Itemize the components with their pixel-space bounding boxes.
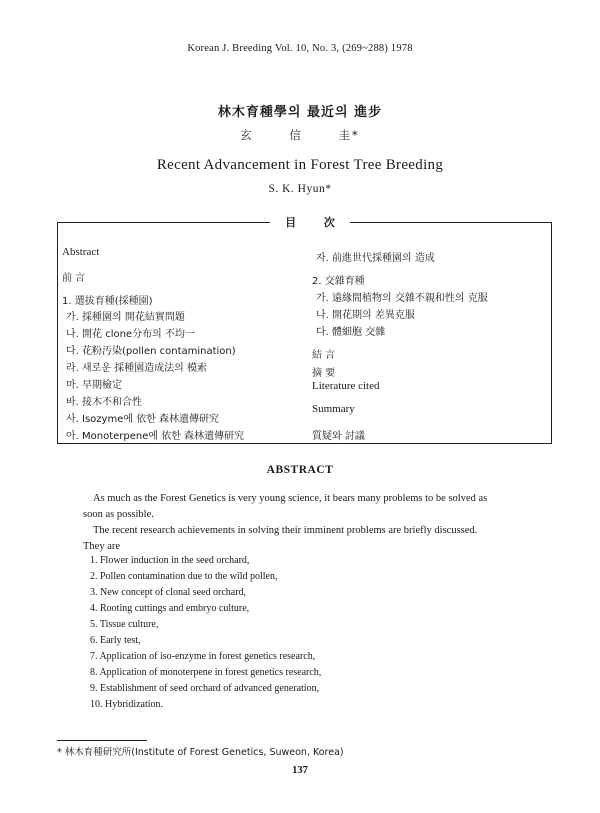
list-item: 10. Hybridization.	[90, 699, 164, 710]
toc-item: 아. Monoterpene에 依한 森林遺傳研究	[66, 431, 245, 442]
toc-item: 사. Isozyme에 依한 森林遺傳研究	[66, 414, 220, 425]
footnote-divider	[57, 740, 147, 741]
author-korean: 玄 信 圭*	[240, 128, 360, 142]
title-english: Recent Advancement in Forest Tree Breeding	[156, 157, 444, 173]
list-item: 1. Flower induction in the seed orchard,	[90, 555, 250, 566]
list-item: 6. Early test,	[90, 635, 141, 646]
toc-item: 質疑와 討議	[312, 431, 365, 442]
toc-item: 나. 開花期의 差異克服	[316, 310, 415, 321]
abstract-paragraph-line: As much as the Forest Genetics is very young science, it bears many problems to be solved as	[93, 493, 488, 504]
title-korean: 林木育種學의 最近의 進步	[217, 105, 383, 120]
toc-heading: 目 次	[270, 214, 350, 230]
list-item: 7. Application of iso-enzyme in forest genetics research,	[90, 651, 316, 662]
abstract-paragraph-line: They are	[83, 541, 121, 552]
toc-item: 2. 交雜育種	[312, 276, 365, 287]
toc-item: 結 言	[312, 350, 336, 361]
list-item: 5. Tissue culture,	[90, 619, 159, 630]
footnote: * 林木育種研究所(Institute of Forest Genetics, Suweon, Korea)	[57, 747, 344, 758]
page-number: 137	[292, 765, 308, 776]
list-item: 9. Establishment of seed orchard of advanced generation,	[90, 683, 320, 694]
journal-header: Korean J. Breeding Vol. 10, No. 3, (269~288) 1978	[187, 43, 413, 54]
abstract-paragraph-line: soon as possible.	[83, 509, 154, 520]
abstract-heading: ABSTRACT	[266, 464, 334, 476]
toc-item: 나. 開花 clone分布의 不均一	[66, 329, 195, 340]
toc-item: 前 言	[62, 273, 86, 284]
author-english: S. K. Hyun*	[268, 183, 332, 195]
list-item: 8. Application of monoterpene in forest genetics research,	[90, 667, 322, 678]
toc-item: 가. 採種園의 開花結實問題	[66, 312, 185, 323]
toc-item: 摘 要	[312, 368, 336, 379]
toc-item: 바. 接木不和合性	[66, 397, 143, 408]
abstract-paragraph-line: The recent research achievements in solving their imminent problems are briefly discussed.	[93, 525, 478, 536]
toc-divider	[306, 222, 307, 443]
toc-item: Summary	[312, 403, 355, 415]
toc-item: 자. 前進世代採種園의 造成	[316, 253, 435, 264]
toc-item: 1. 選拔育種(採種園)	[62, 296, 153, 307]
toc-item: 마. 早期檢定	[66, 380, 123, 391]
toc-item: 라. 새로운 採種園造成法의 模索	[66, 363, 208, 374]
list-item: 2. Pollen contamination due to the wild pollen,	[90, 571, 278, 582]
table-of-contents	[57, 216, 552, 444]
toc-item: Abstract	[62, 246, 100, 258]
list-item: 3. New concept of clonal seed orchard,	[90, 587, 247, 598]
list-item: 4. Rooting cuttings and embryo culture,	[90, 603, 250, 614]
toc-item: 가. 遠緣間植物의 交雜不親和性의 克服	[316, 293, 488, 304]
toc-item: Literature cited	[312, 380, 380, 392]
toc-item: 다. 體細胞 交雜	[316, 327, 386, 338]
toc-item: 다. 花粉汚染(pollen contamination)	[66, 346, 236, 357]
